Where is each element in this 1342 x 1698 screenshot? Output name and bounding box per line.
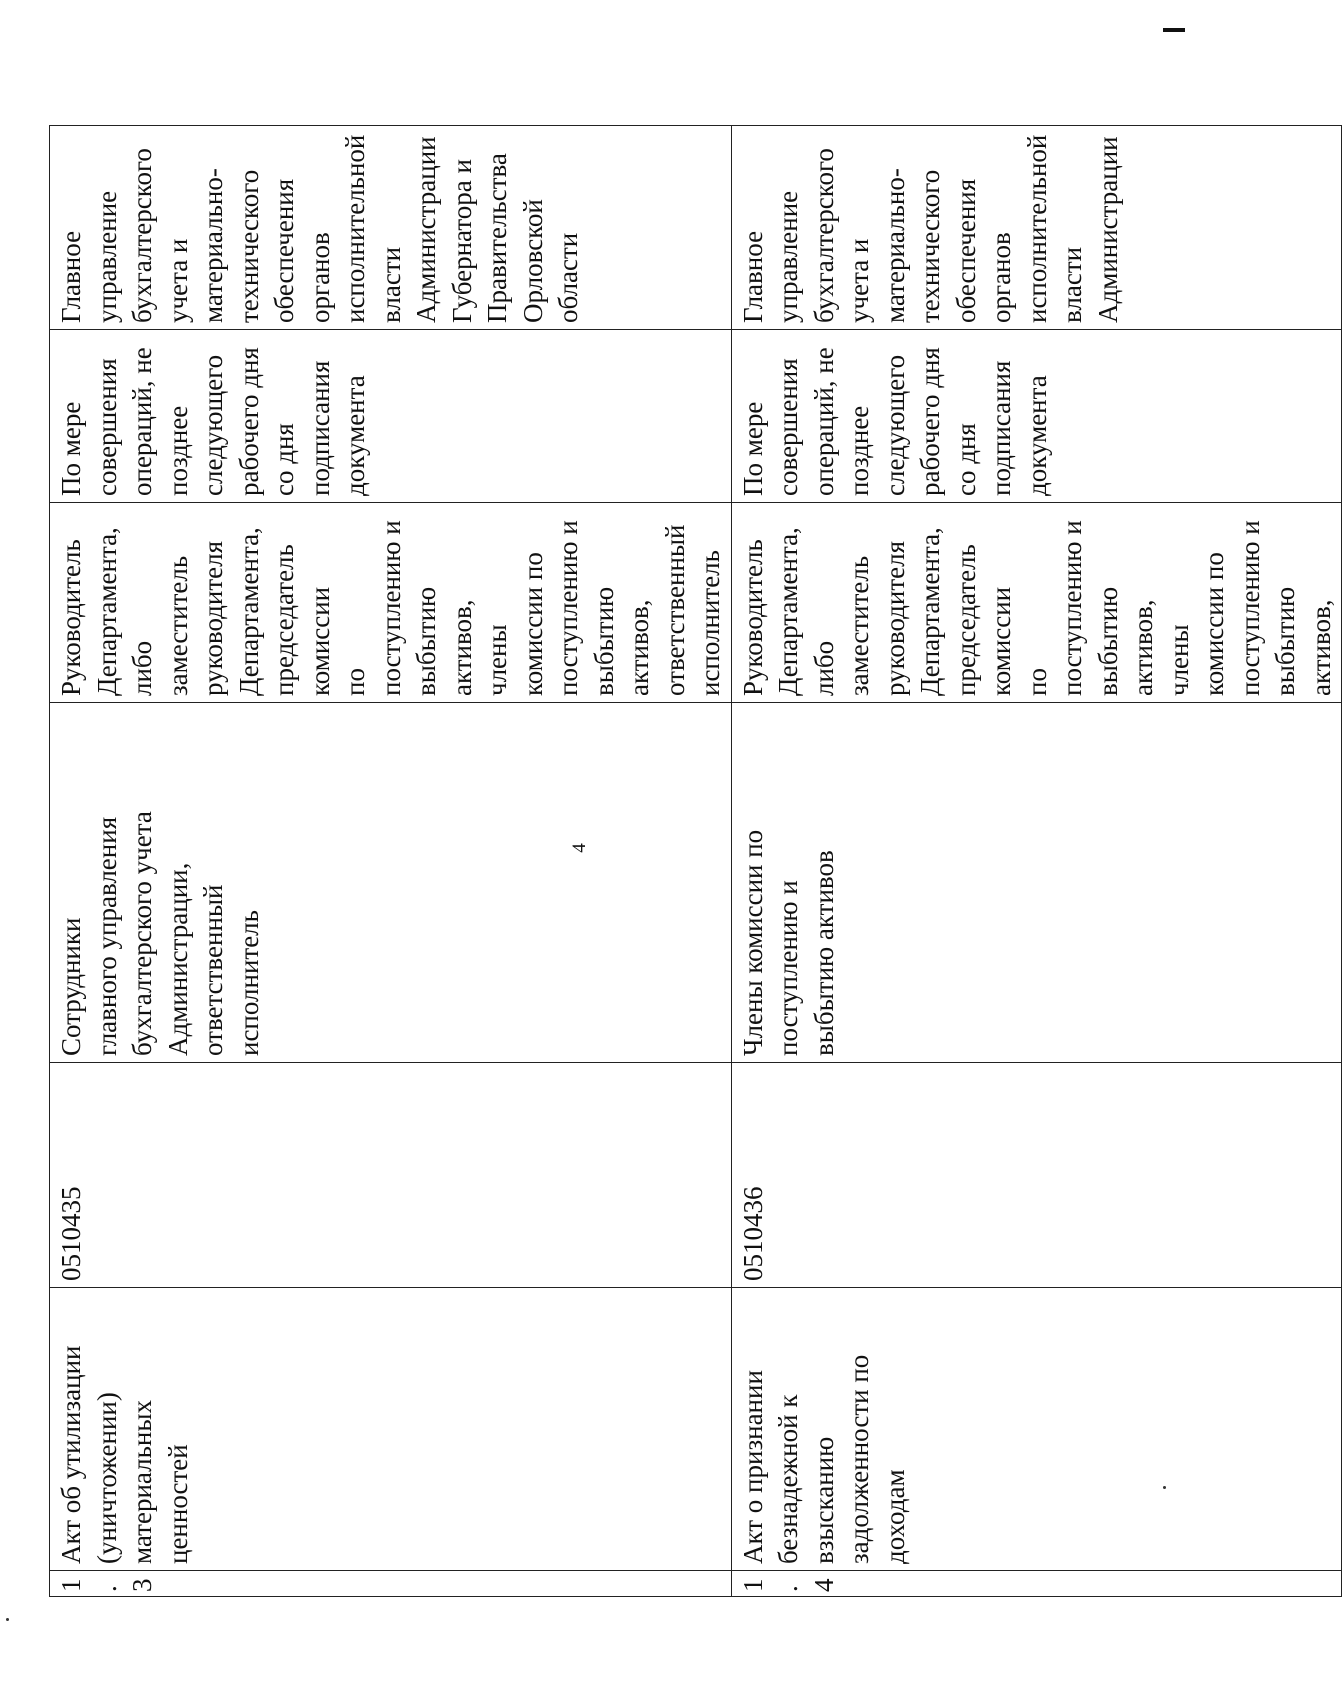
scan-speck bbox=[6, 1618, 9, 1621]
table-row bbox=[731, 126, 1342, 1597]
scan-corner-mark bbox=[1163, 28, 1185, 32]
form-code: 0510436 bbox=[731, 1063, 1342, 1288]
form-code: 0510435 bbox=[50, 1063, 732, 1288]
row-number: 1.3 bbox=[50, 1571, 732, 1597]
recipient: Главное управление бухгалтерского учета и материально- технического обеспечения органов исполнительной власти Администрации Губернатора и Правительства Орловской области bbox=[50, 126, 732, 330]
compilers: Сотрудники главного управления бухгалтерского учета Администрации, ответственный исполнитель bbox=[50, 703, 732, 1063]
page-number: 4 bbox=[569, 843, 590, 853]
deadline: По мере совершения операций, не позднее следующего рабочего дня со дня подписания документа bbox=[50, 330, 732, 503]
recipient: Главное управление бухгалтерского учета и материально- технического обеспечения органов исполнительной власти Администрации bbox=[731, 126, 1342, 330]
signers: Руководитель Департамента, либо заместитель руководителя Департамента, председатель комиссии по поступлению и выбытию активов, члены комиссии по поступлению и выбытию активов, bbox=[731, 503, 1342, 703]
compilers: Члены комиссии по поступлению и выбытию активов bbox=[731, 703, 1342, 1063]
signers: Руководитель Департамента, либо заместитель руководителя Департамента, председатель комиссии по поступлению и выбытию активов, члены комиссии по поступлению и выбытию активов, ответственный исполнитель bbox=[50, 503, 732, 703]
row-number: 1.4 bbox=[731, 1571, 1342, 1597]
document-name: Акт об утилизации (уничтожении) материальных ценностей bbox=[50, 1288, 732, 1571]
document-table-container bbox=[49, 126, 1336, 1597]
document-name: Акт о признании безнадежной к взысканию задолженности по доходам bbox=[731, 1288, 1342, 1571]
table-row bbox=[50, 126, 732, 1597]
deadline: По мере совершения операций, не позднее следующего рабочего дня со дня подписания документа bbox=[731, 330, 1342, 503]
document-table bbox=[49, 125, 1342, 1597]
